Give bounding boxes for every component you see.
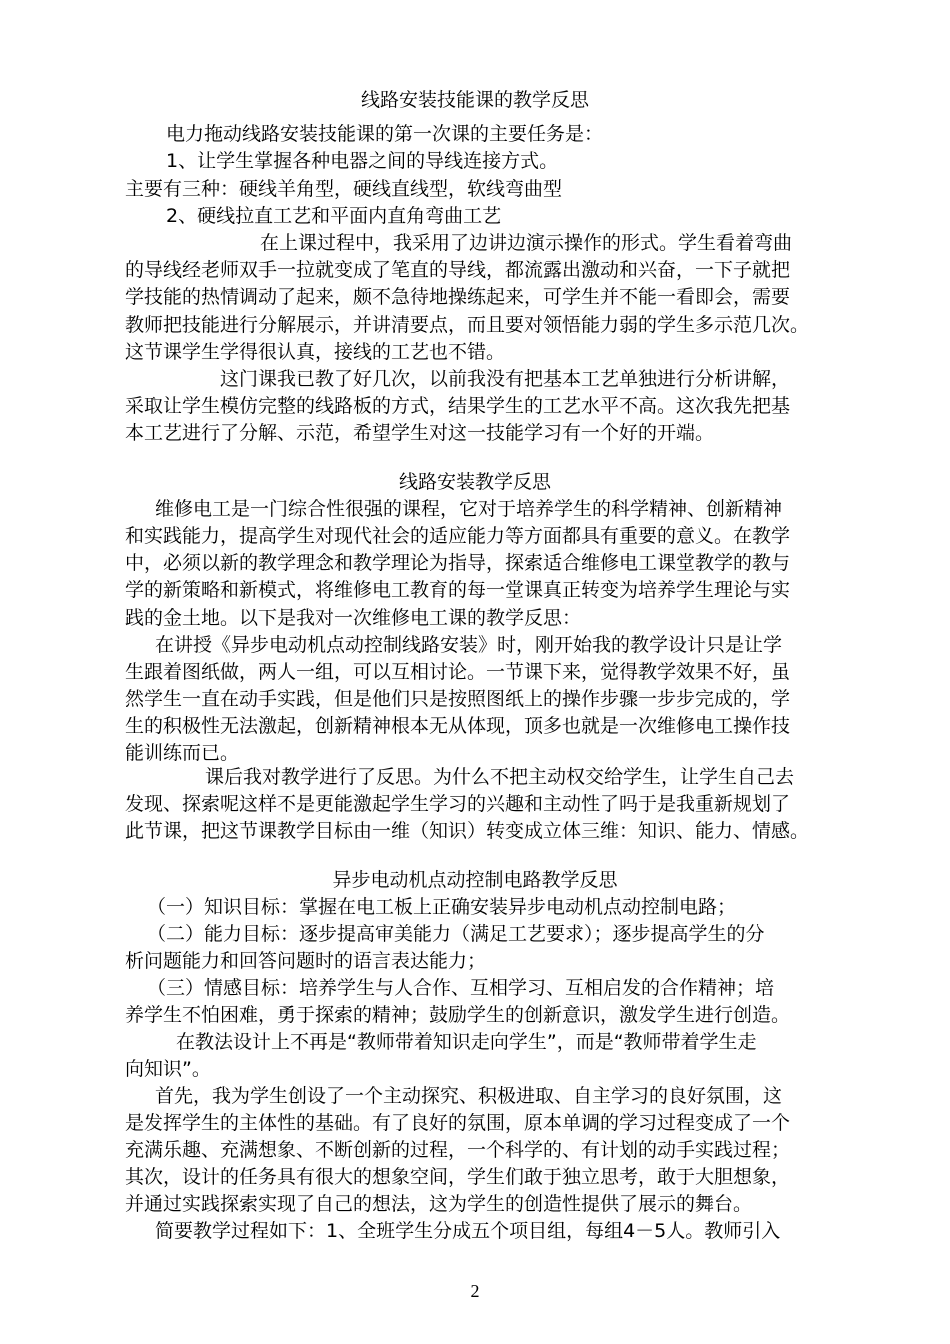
section3-line-3: 析问题能力和回答问题时的语言表达能力； <box>125 950 487 972</box>
section3-title: 异步电动机点动控制电路教学反思 <box>332 869 618 891</box>
section1-line-2: 1、让学生掌握各种电器之间的导线连接方式。 <box>166 150 559 172</box>
section3-line-1: （一）知识目标：掌握在电工板上正确安装异步电动机点动控制电路； <box>147 896 737 918</box>
section2-line-9: 生的积极性无法激起，创新精神根本无从体现，顶多也就是一次维修电工操作技 <box>125 715 791 737</box>
section2-line-13: 此节课，把这节课教学目标由一维（知识）转变成立体三维：知识、能力、情感。 <box>125 820 810 842</box>
section3-line-4: （三）情感目标：培养学生与人合作、互相学习、互相启发的合作精神；培 <box>147 977 775 999</box>
section1-line-10: 这门课我已教了好几次，以前我没有把基本工艺单独进行分析讲解， <box>220 368 791 390</box>
section2-line-7: 生跟着图纸做，两人一组，可以互相讨论。一节课下来，觉得教学效果不好，虽 <box>125 661 791 683</box>
section1-line-4: 2、硬线拉直工艺和平面内直角弯曲工艺 <box>166 205 502 227</box>
section2-line-1: 维修电工是一门综合性很强的课程，它对于培养学生的科学精神、创新精神 <box>155 498 783 520</box>
section3-line-6: 在教法设计上不再是“教师带着知识走向学生”，而是“教师带着学生走 <box>176 1031 757 1053</box>
section2-line-3: 中，必须以新的教学理念和教学理论为指导，探索适合维修电工课堂教学的教与 <box>125 552 791 574</box>
section2-line-12: 发现、探索呢这样不是更能激起学生学习的兴趣和主动性了吗于是我重新规划了 <box>125 793 791 815</box>
section1-line-8: 教师把技能进行分解展示，并讲清要点，而且要对领悟能力弱的学生多示范几次。 <box>125 314 810 336</box>
section3-line-5: 养学生不怕困难，勇于探索的精神；鼓励学生的创新意识，激发学生进行创造。 <box>125 1004 791 1026</box>
section2-line-4: 学的新策略和新模式，将维修电工教育的每一堂课真正转变为培养学生理论与实 <box>125 579 791 601</box>
section1-line-3: 主要有三种：硬线羊角型，硬线直线型，软线弯曲型 <box>125 178 563 200</box>
section3-line-10: 充满乐趣、充满想象、不断创新的过程，一个科学的、有计划的动手实践过程； <box>125 1139 791 1161</box>
section1-line-1: 电力拖动线路安装技能课的第一次课的主要任务是： <box>166 123 604 145</box>
section2-line-5: 践的金土地。以下是我对一次维修电工课的教学反思： <box>125 607 582 629</box>
section1-line-11: 采取让学生模仿完整的线路板的方式，结果学生的工艺水平不高。这次我先把基 <box>125 395 791 417</box>
section1-line-7: 学技能的热情调动了起来，颇不急待地操练起来，可学生并不能一看即会，需要 <box>125 286 791 308</box>
section2-line-6: 在讲授《异步电动机点动控制线路安装》时，刚开始我的教学设计只是让学 <box>155 634 783 656</box>
section1-line-5: 在上课过程中，我采用了边讲边演示操作的形式。学生看着弯曲 <box>260 232 793 254</box>
section3-line-13: 简要教学过程如下：1、全班学生分成五个项目组，每组4－5人。教师引入 <box>155 1220 781 1242</box>
section3-line-7: 向知识”。 <box>125 1058 211 1080</box>
section3-line-2: （二）能力目标：逐步提高审美能力（满足工艺要求）；逐步提高学生的分 <box>147 923 765 945</box>
section1-line-9: 这节课学生学得很认真，接线的工艺也不错。 <box>125 341 506 363</box>
page-number: 2 <box>470 1281 480 1301</box>
section1-title: 线路安装技能课的教学反思 <box>360 89 589 111</box>
section1-line-12: 本工艺进行了分解、示范，希望学生对这一技能学习有一个好的开端。 <box>125 422 715 444</box>
section3-line-12: 并通过实践探索实现了自己的想法，这为学生的创造性提供了展示的舞台。 <box>125 1193 753 1215</box>
section2-line-8: 然学生一直在动手实践，但是他们只是按照图纸上的操作步骤一步步完成的，学 <box>125 688 791 710</box>
section3-line-8: 首先，我为学生创设了一个主动探究、积极进取、自主学习的良好氛围，这 <box>155 1085 783 1107</box>
section2-line-11: 课后我对教学进行了反思。为什么不把主动权交给学生，让学生自己去 <box>205 766 795 788</box>
section3-line-9: 是发挥学生的主体性的基础。有了良好的氛围，原本单调的学习过程变成了一个 <box>125 1112 791 1134</box>
section2-line-10: 能训练而已。 <box>125 742 240 764</box>
section2-line-2: 和实践能力，提高学生对现代社会的适应能力等方面都具有重要的意义。在教学 <box>125 525 791 547</box>
section3-line-11: 其次，设计的任务具有很大的想象空间，学生们敢于独立思考，敢于大胆想象， <box>125 1166 791 1188</box>
section1-line-6: 的导线经老师双手一拉就变成了笔直的导线，都流露出激动和兴奋，一下子就把 <box>125 259 791 281</box>
section2-title: 线路安装教学反思 <box>398 471 551 493</box>
